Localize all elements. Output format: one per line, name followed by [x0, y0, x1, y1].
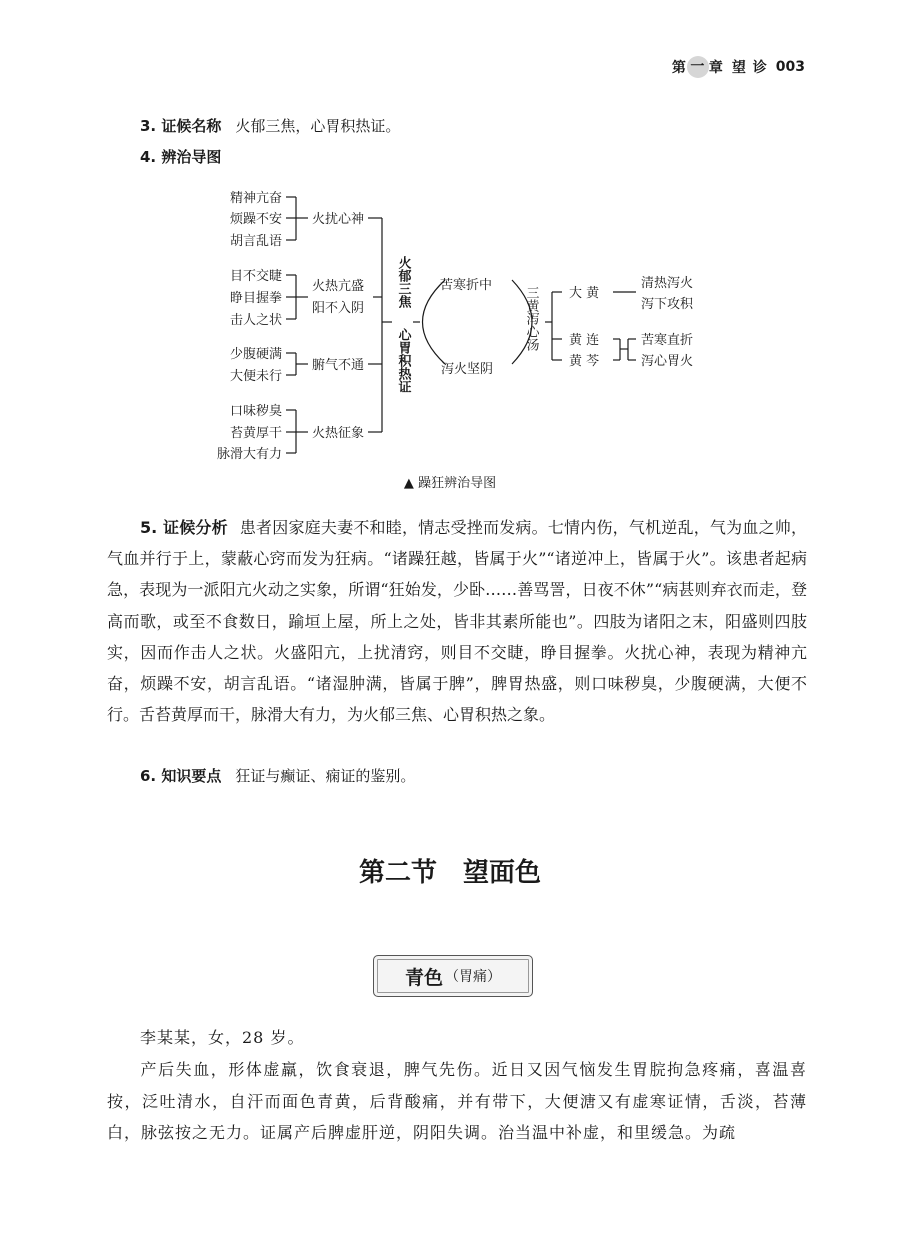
page-number: 003	[775, 59, 805, 75]
item-5-text: 患者因家庭夫妻不和睦，情志受挫而发病。七情内伤，气机逆乱，气为血之帅，气血并行于上，蒙蔽心窍而发为狂病。“诸躁狂越，皆属于火”“诸逆冲上，皆属于火”。该患者起病急，表现为一派阳亢火动之实象，所谓“狂始发，少卧……善骂詈，日夜不休”“病甚则弃衣而走，登高而歌，或至不食数日，踰垣上屋，所上之处，皆非其素所能也”。四肢为诸阳之末，阳盛则四肢实，因而作击人之状。火盛阳亢，上扰清窍，则目不交睫，睁目握拳。火扰心神，表现为精神亢奋，烦躁不安，胡言乱语。“诸湿肿满，皆属于脾”，脾胃热盛，则口味秽臭，少腹硬满，大便不行。舌苔黄厚而干，脉滑大有力，为火郁三焦、心胃积热之象。	[107, 518, 807, 725]
symptom: 大便未行	[229, 369, 282, 384]
syndrome-bottom: 心胃积热证	[395, 328, 411, 393]
herb: 黄 芩	[569, 354, 600, 369]
symptom: 脉滑大有力	[216, 447, 282, 462]
item-5	[107, 512, 807, 730]
mechanism: 火扰心神	[312, 212, 365, 227]
symptom: 烦躁不安	[229, 212, 282, 227]
section-title: 第二节 望面色	[358, 858, 541, 888]
chapter-label: 第 一 章	[672, 56, 724, 78]
symptom: 口味秽臭	[229, 404, 282, 419]
treatment-diagram	[0, 0, 900, 470]
item-3-label: 3. 证候名称	[140, 117, 222, 135]
symptom: 少腹硬满	[229, 347, 282, 362]
symptom: 精神亢奋	[229, 191, 282, 206]
effect: 泻下攻积	[641, 297, 694, 312]
herb: 黄 连	[569, 333, 600, 348]
symptom: 苔黄厚干	[229, 426, 282, 441]
caption-text: 躁狂辨治导图	[418, 476, 497, 491]
chapter-title: 望 诊	[731, 60, 768, 76]
effect: 苦寒直折	[641, 333, 694, 348]
case-body: 产后失血，形体虚羸，饮食衰退，脾气先伤。近日又因气恼发生胃脘拘急疼痛，喜温喜按，泛吐清水，自汗而面色青黄，后背酸痛，并有带下，大便溏又有虚寒证情，舌淡，苔薄白，脉弦按之无力。证属产后脾虚肝逆，阴阳失调。治当温中补虚，和里缓急。为疏	[107, 1060, 807, 1142]
case-title: 青色	[404, 966, 443, 989]
case-text	[107, 1054, 807, 1149]
mechanism: 腑气不通	[312, 358, 365, 373]
figure-caption	[0, 472, 900, 491]
method-top: 苦寒折中	[440, 278, 493, 293]
diagram-lines	[286, 197, 636, 453]
item-6	[140, 765, 415, 786]
case-subtitle: （胃痛）	[445, 969, 501, 985]
formula: 三黄泻心汤	[523, 286, 539, 351]
item-4-label: 4. 辨治导图	[140, 148, 222, 166]
mechanism: 火热征象	[312, 426, 365, 441]
item-3-text: 火郁三焦，心胃积热证。	[235, 117, 401, 135]
method-bottom: 泻火坚阴	[441, 362, 494, 377]
item-6-label: 6. 知识要点	[140, 767, 222, 785]
item-5-label: 5. 证候分析	[140, 518, 228, 537]
case-patient: 李某某，女，28 岁。	[140, 1028, 305, 1047]
chapter-number-badge: 一	[687, 56, 709, 78]
effect: 清热泻火	[641, 276, 694, 291]
case-title-box	[373, 955, 533, 997]
symptom: 目不交睫	[229, 269, 282, 284]
mechanism: 阳不入阴	[312, 301, 365, 316]
item-6-text: 狂证与癫证、痫证的鉴别。	[235, 767, 416, 785]
effect: 泻心胃火	[641, 354, 694, 369]
symptom: 击人之状	[229, 313, 282, 328]
symptom: 睁目握拳	[229, 291, 282, 306]
herb: 大 黄	[569, 286, 600, 301]
caption-triangle-icon: ▲	[403, 476, 414, 491]
syndrome-top: 火郁三焦	[395, 256, 411, 308]
symptom: 胡言乱语	[229, 234, 282, 249]
mechanism: 火热亢盛	[312, 279, 365, 294]
